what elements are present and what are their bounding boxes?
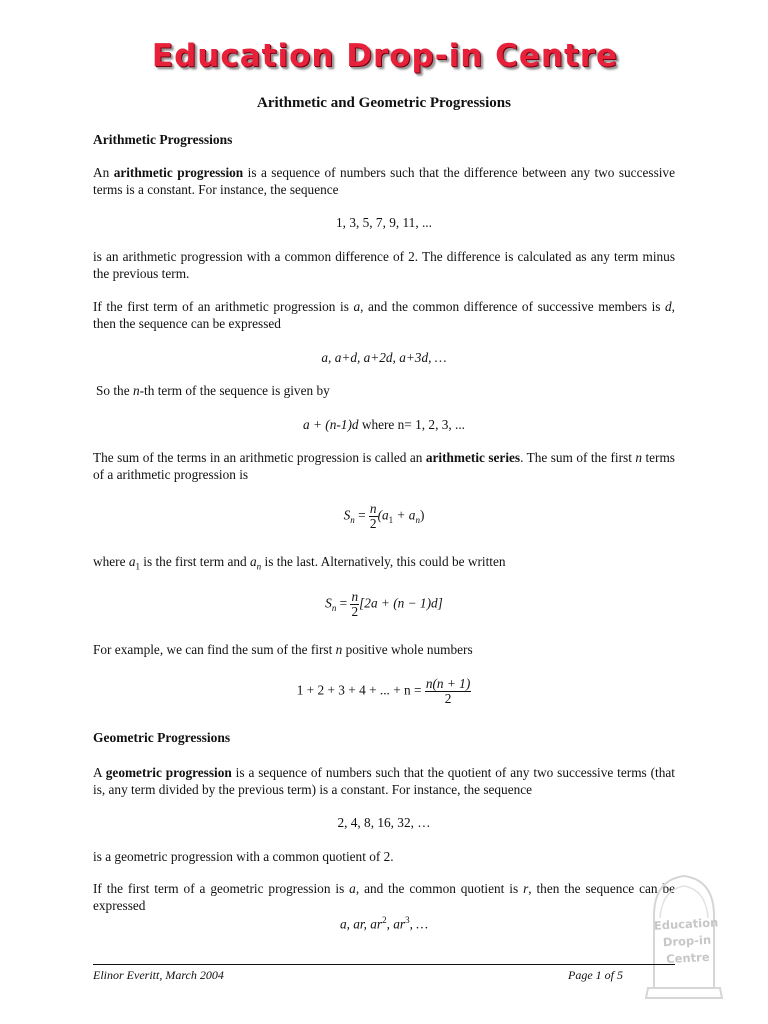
paragraph-general-form: If the first term of an arithmetic progression is a, and the common difference of successive members is d, then the sequence can be expressed xyxy=(93,299,675,331)
sum-formula-first-last: $S_n$ = $\frac{n}{2}$ $(a_1 + a_n)$ xyxy=(343,501,425,531)
section-heading-arithmetic: Arithmetic Progressions xyxy=(93,132,233,147)
paragraph-arithmetic-series: The sum of the terms in an arithmetic progression is called an arithmetic series. The sum of the first n terms of a arithmetic progression is xyxy=(93,450,675,482)
arithmetic-example-sequence: 1, 3, 5, 7, 9, 11, ... xyxy=(336,215,432,230)
badge-watermark: Education Drop-in Centre xyxy=(653,915,719,967)
arithmetic-general-sequence: a, a+d, a+2d, a+3d, … xyxy=(321,350,447,365)
paragraph-arithmetic-definition: An arithmetic progression is a sequence of numbers such that the difference between any two successive terms is a constant. For instance, the sequence xyxy=(93,165,675,197)
footer-page-number: Page 1 of 5 xyxy=(568,968,623,982)
paragraph-common-quotient: is a geometric progression with a common quotient of 2. xyxy=(93,849,394,864)
nth-term-formula: a + (n-1)d where n= 1, 2, 3, ... xyxy=(303,417,465,432)
where-first-last-term: where $a_1$ is the first term and $a_n$ is the last. Alternatively, this could be written xyxy=(93,554,506,572)
logo-banner xyxy=(92,38,678,74)
section-heading-geometric: Geometric Progressions xyxy=(93,730,231,745)
paragraph-common-difference: is an arithmetic progression with a common difference of 2. The difference is calculated as any term minus the previous term. xyxy=(93,249,675,281)
nth-term-intro: So the n-th term of the sequence is given by xyxy=(96,383,330,398)
page-title: Arithmetic and Geometric Progressions xyxy=(257,95,511,111)
footer-divider xyxy=(93,964,675,965)
logo-text: Education Drop-in Centre xyxy=(151,38,619,74)
geometric-general-sequence: a, ar, $ar^2$, $ar^3$, … xyxy=(339,915,429,932)
geometric-example-sequence: 2, 4, 8, 16, 32, … xyxy=(337,815,431,830)
sum-formula-alternative: $S_n$ = $\frac{n}{2}$ [2a + (n − 1)d] xyxy=(325,589,443,619)
example-intro: For example, we can find the sum of the first n positive whole numbers xyxy=(93,642,473,657)
paragraph-geometric-general-form: If the first term of a geometric progression is a, and the common quotient is r, then the sequence can be expressed xyxy=(93,881,676,913)
paragraph-geometric-definition: A geometric progression is a sequence of numbers such that the quotient of any two successive terms (that is, any term divided by the previous term) is a constant. For instance, the sequence xyxy=(93,765,675,797)
footer-author: Elinor Everitt, March 2004 xyxy=(93,968,224,982)
sum-formula-whole-numbers: 1 + 2 + 3 + 4 + ... + n = $\frac{n(n + 1)}{2}$ xyxy=(296,676,471,706)
